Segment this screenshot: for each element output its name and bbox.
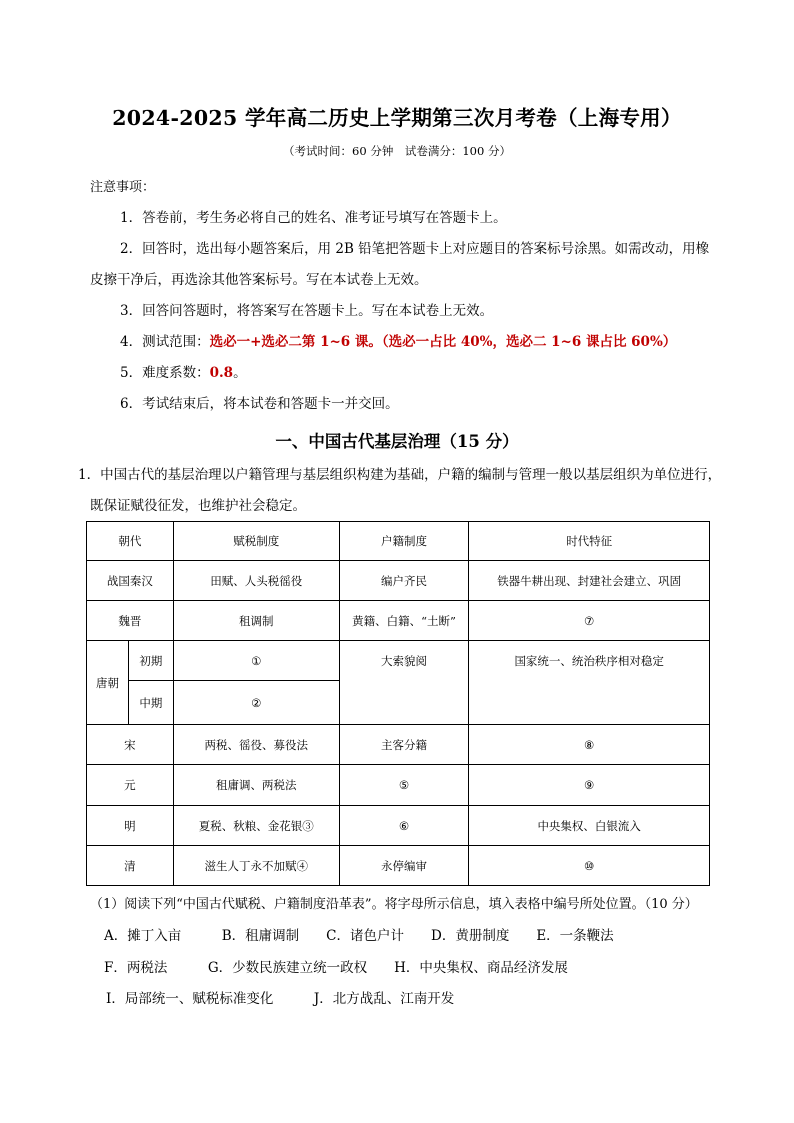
table-cell: 黄籍、白籍、“土断” — [339, 601, 469, 641]
note-6: 6．考试结束后，将本试卷和答题卡一并交回。 — [120, 396, 399, 412]
note-4 — [120, 330, 676, 350]
note-5-label: 5．难度系数： — [120, 365, 210, 381]
options-row-2: F．两税法 G．少数民族建立统一政权 H．中央集权、商品经济发展 — [104, 960, 568, 976]
notes-heading: 注意事项： — [90, 180, 156, 195]
table-row — [87, 601, 710, 641]
note-1: 1．答卷前，考生务必将自己的姓名、准考证号填写在答题卡上。 — [120, 210, 507, 226]
table-header: 户籍制度 — [339, 522, 469, 561]
table-cell: 租庸调、两税法 — [173, 765, 339, 806]
table-cell: 夏税、秋粮、金花银③ — [173, 806, 339, 846]
table-cell: 国家统一、统治秩序相对稳定 — [469, 641, 710, 725]
table-cell: 铁器牛耕出现、封建社会建立、巩固 — [469, 561, 710, 601]
table-cell: ⑨ — [469, 765, 710, 806]
note-4-label: 4．测试范围： — [120, 334, 210, 350]
sub-question-1: （1）阅读下列“中国古代赋税、户籍制度沿革表”。将字母所示信息，填入表格中编号所处位置。（10 分） — [90, 897, 698, 912]
tax-household-table — [86, 521, 710, 886]
table-row — [87, 806, 710, 846]
table-cell: 初期 — [128, 641, 173, 681]
table-cell: 两税、徭役、募役法 — [173, 725, 339, 765]
table-cell: 清 — [87, 846, 174, 886]
options-row-3: I．局部统一、赋税标准变化 J．北方战乱、江南开发 — [106, 991, 455, 1007]
options-row-1: A．摊丁入亩 B．租庸调制 C．诸色户计 D．黄册制度 E．一条鞭法 — [104, 928, 614, 944]
table-cell: 永停编审 — [339, 846, 469, 886]
table-cell: ⑤ — [339, 765, 469, 806]
table-cell: 明 — [87, 806, 174, 846]
table-cell: ⑥ — [339, 806, 469, 846]
table-cell: ⑧ — [469, 725, 710, 765]
table-cell: ② — [173, 681, 339, 725]
section-title: 一、中国古代基层治理（15 分） — [275, 432, 519, 451]
note-5 — [120, 361, 247, 381]
table-row — [87, 846, 710, 886]
table-cell: 元 — [87, 765, 174, 806]
note-2-line-1: 2．回答时，选出每小题答案后，用 2B 铅笔把答题卡上对应题目的答案标号涂黑。如需改动，用橡 — [120, 241, 710, 257]
table-row — [87, 641, 710, 681]
table-header: 时代特征 — [469, 522, 710, 561]
table-header: 朝代 — [87, 522, 174, 561]
table-cell: 大索貌阅 — [339, 641, 469, 725]
table-cell: ⑩ — [469, 846, 710, 886]
table-cell: 唐朝 — [87, 641, 129, 725]
table-cell: 中央集权、白银流入 — [469, 806, 710, 846]
question-line-2: 既保证赋役征发，也维护社会稳定。 — [90, 498, 306, 514]
note-2-line-2: 皮擦干净后，再选涂其他答案标号。写在本试卷上无效。 — [90, 272, 428, 288]
table-cell: 魏晋 — [87, 601, 174, 641]
question-line-1: 1．中国古代的基层治理以户籍管理与基层组织构建为基础，户籍的编制与管理一般以基层组织为单位进行， — [78, 467, 722, 483]
page-title: 2024-2025 学年高二历史上学期第三次月考卷（上海专用） — [112, 106, 682, 130]
table-header: 赋税制度 — [173, 522, 339, 561]
table-header-row — [87, 522, 710, 561]
table-row — [87, 725, 710, 765]
table-cell: 中期 — [128, 681, 173, 725]
table-cell: 战国秦汉 — [87, 561, 174, 601]
table-cell: 滋生人丁永不加赋④ — [173, 846, 339, 886]
table-cell: ⑦ — [469, 601, 710, 641]
difficulty-value: 0.8 — [209, 365, 234, 381]
table-cell: 主客分籍 — [339, 725, 469, 765]
table-row — [87, 765, 710, 806]
table-cell: 编户齐民 — [339, 561, 469, 601]
note-5-suffix: 。 — [233, 365, 247, 381]
table-row — [87, 561, 710, 601]
table-cell: 宋 — [87, 725, 174, 765]
exam-info: （考试时间：60 分钟 试卷满分：100 分） — [283, 144, 511, 158]
table-cell: 田赋、人头税徭役 — [173, 561, 339, 601]
table-cell: 租调制 — [173, 601, 339, 641]
table-cell: ① — [173, 641, 339, 681]
test-scope: 选必一+选必二第 1~6 课。（选必一占比 40%，选必二 1~6 课占比 60%） — [209, 334, 677, 350]
note-3: 3．回答问答题时，将答案写在答题卡上。写在本试卷上无效。 — [120, 303, 494, 319]
